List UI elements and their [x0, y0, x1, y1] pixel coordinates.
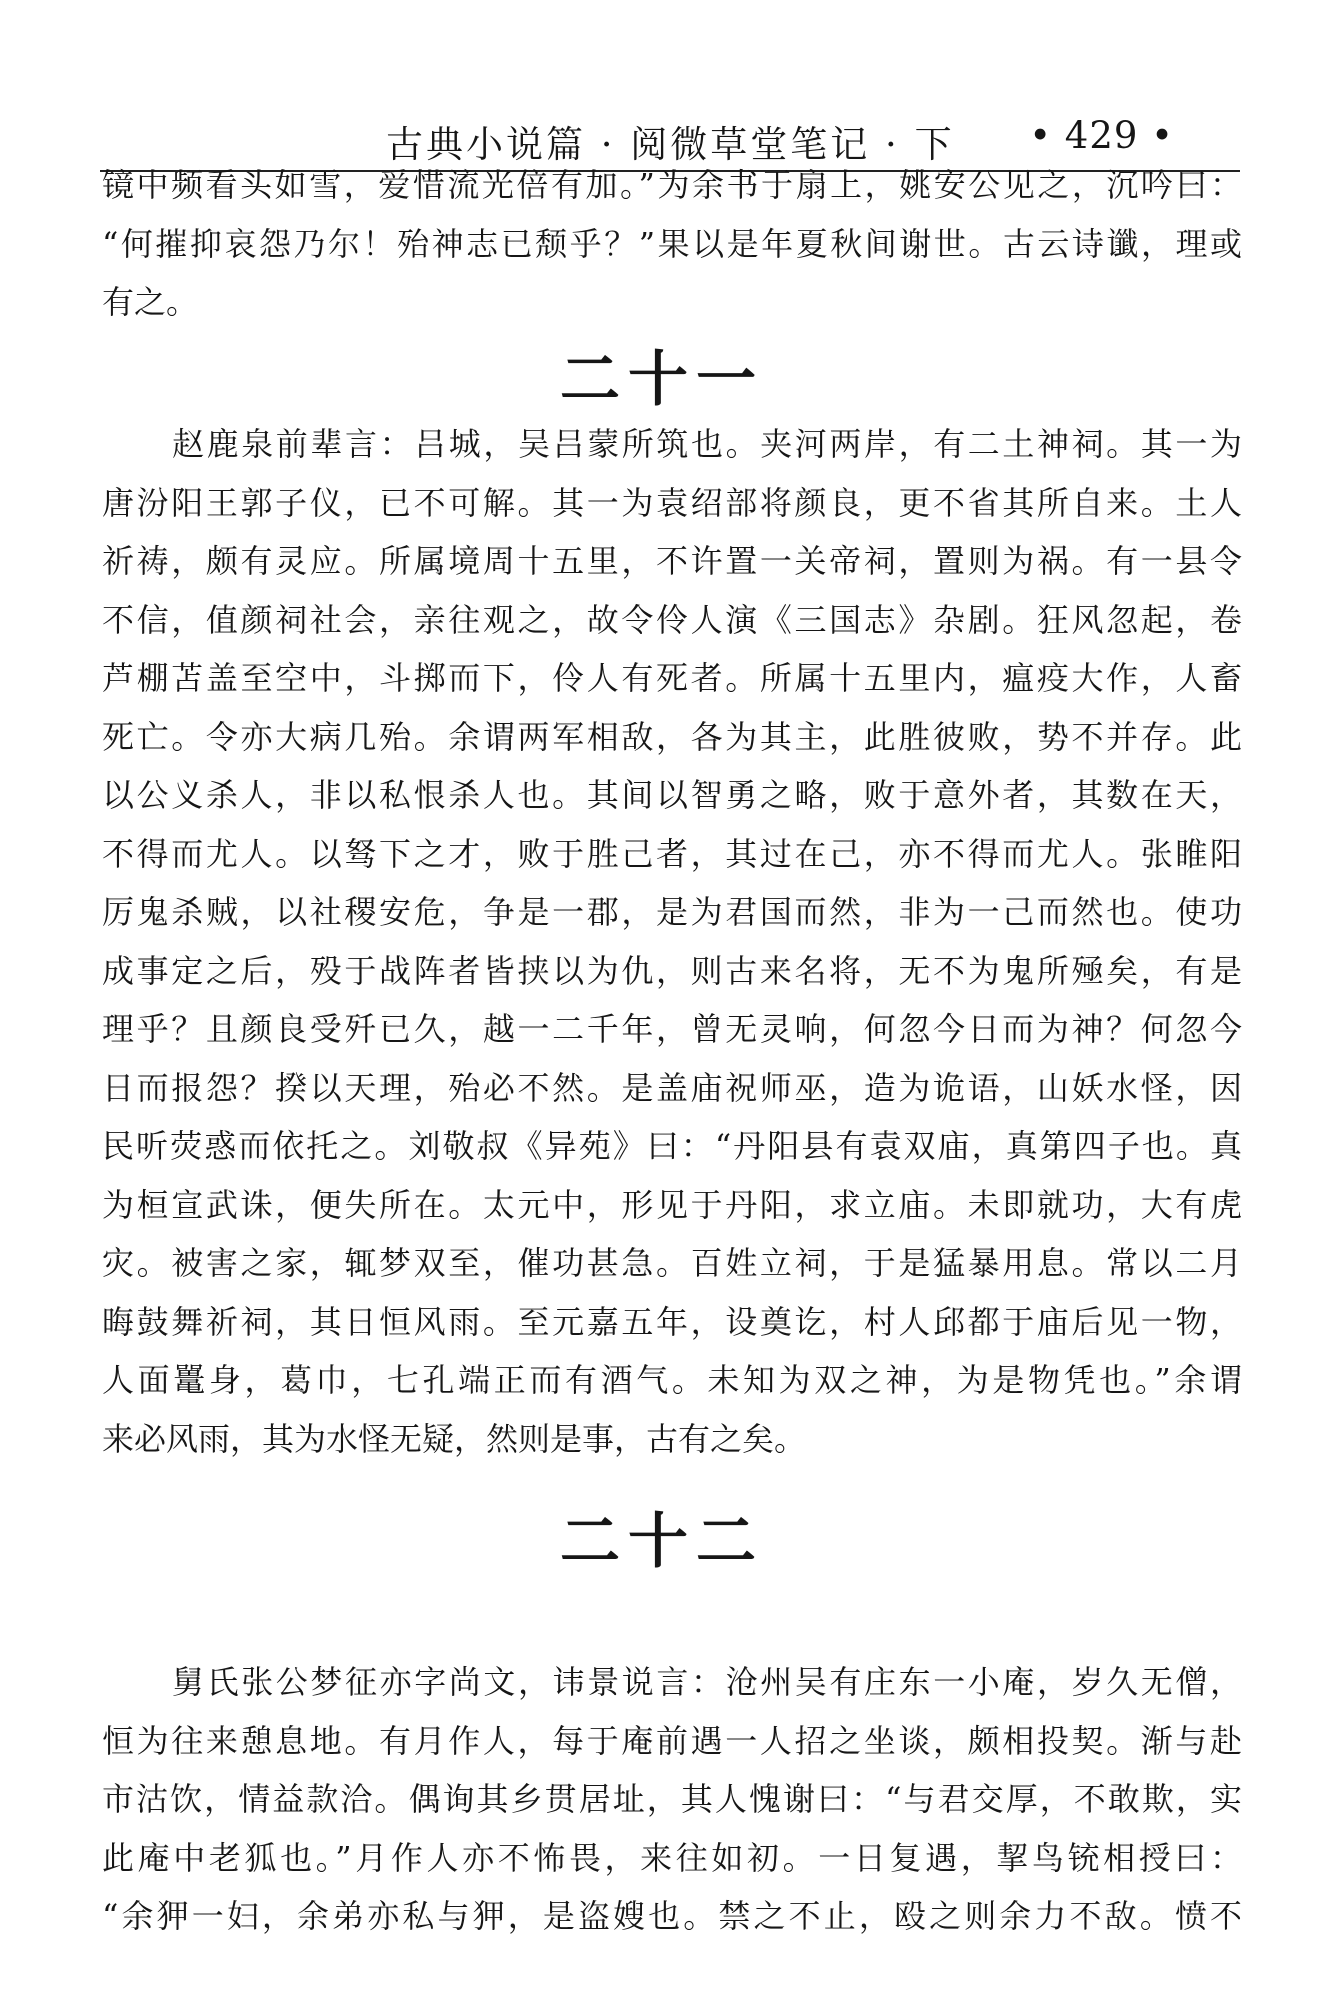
text-line: 人面鼍身，葛巾，七孔端正而有酒气。未知为双之神，为是物凭也。”余谓 — [102, 1361, 1242, 1399]
text-line: 不得而尤人。以驽下之才，败于胜己者，其过在己，亦不得而尤人。张睢阳 — [102, 834, 1242, 873]
text-line: 为桓宣武诛，便失所在。太元中，形见于丹阳，求立庙。未即就功，大有虎 — [102, 1185, 1242, 1224]
text-line: 舅氏张公梦征亦字尚文，讳景说言：沧州吴有庄东一小庵，岁久无僧， — [172, 1663, 1242, 1701]
text-line: 赵鹿泉前辈言：吕城，吴吕蒙所筑也。夹河两岸，有二土神祠。其一为 — [172, 425, 1242, 463]
page-number: • 429 • — [1029, 114, 1174, 157]
section-title-22: 二十二 — [560, 1507, 764, 1577]
text-line: 唐汾阳王郭子仪，已不可解。其一为袁绍部将颜良，更不省其所自来。土人 — [102, 483, 1242, 522]
text-line: 死亡。令亦大病几殆。余谓两军相敌，各为其主，此胜彼败，势不并存。此 — [102, 717, 1242, 756]
text-line: 晦鼓舞祈祠，其日恒风雨。至元嘉五年，设奠讫，村人邱都于庙后见一物， — [102, 1302, 1242, 1341]
text-line: 日而报怨？揆以天理，殆必不然。是盖庙祝师巫，造为诡语，山妖水怪，因 — [102, 1068, 1242, 1107]
text-line: 有之。 — [102, 283, 199, 321]
intro-paragraph — [102, 156, 1242, 332]
text-line: 恒为往来憩息地。有月作人，每于庵前遇一人招之坐谈，颇相投契。渐与赴 — [102, 1721, 1242, 1760]
text-line: 理乎？且颜良受歼已久，越一二千年，曾无灵响，何忽今日而为神？何忽今 — [102, 1010, 1242, 1048]
text-line: 民听荧惑而依托之。刘敬叔《异苑》曰：“丹阳县有袁双庙，真第四子也。真 — [102, 1127, 1242, 1165]
text-line: 市沽饮，情益款洽。偶询其乡贯居址，其人愧谢曰：“与君交厚，不敢欺，实 — [102, 1780, 1242, 1818]
section-title-21: 二十一 — [560, 345, 764, 415]
text-line: 祈祷，颇有灵应。所属境周十五里，不许置一关帝祠，置则为祸。有一县令 — [102, 542, 1242, 580]
text-line: 以公义杀人，非以私恨杀人也。其间以智勇之略，败于意外者，其数在天， — [102, 776, 1242, 814]
text-line: 灾。被害之家，辄梦双至，催功甚急。百姓立祠，于是猛暴用息。常以二月 — [102, 1244, 1242, 1282]
text-line: 成事定之后，殁于战阵者皆挟以为仇，则古来名将，无不为鬼所殛矣，有是 — [102, 951, 1242, 990]
text-line: 镜中频看头如雪，爱惜流光倍有加。”为余书于扇上，姚安公见之，沉吟曰： — [102, 166, 1242, 204]
text-line: “余狎一妇，余弟亦私与狎，是盗嫂也。禁之不止，殴之则余力不敌。愤不 — [102, 1897, 1242, 1935]
text-line: 不信，值颜祠社会，亲往观之，故令伶人演《三国志》杂剧。狂风忽起，卷 — [102, 600, 1242, 639]
section-22-paragraph — [102, 1653, 1242, 1946]
text-line: 芦棚苫盖至空中，斗掷而下，伶人有死者。所属十五里内，瘟疫大作，人畜 — [102, 659, 1242, 697]
text-line: “何摧抑哀怨乃尔！殆神志已颓乎？”果以是年夏秋间谢世。古云诗谶，理或 — [102, 224, 1242, 263]
section-21-paragraph — [102, 415, 1242, 1468]
text-line: 此庵中老狐也。”月作人亦不怖畏，来往如初。一日复遇，挈鸟铳相授曰： — [102, 1838, 1242, 1877]
text-line: 来必风雨，其为水怪无疑，然则是事，古有之矣。 — [102, 1419, 807, 1458]
running-header-title: 古典小说篇 · 阅微草堂笔记 · 下 — [386, 123, 955, 166]
text-line: 厉鬼杀贼，以社稷安危，争是一郡，是为君国而然，非为一己而然也。使功 — [102, 893, 1242, 931]
